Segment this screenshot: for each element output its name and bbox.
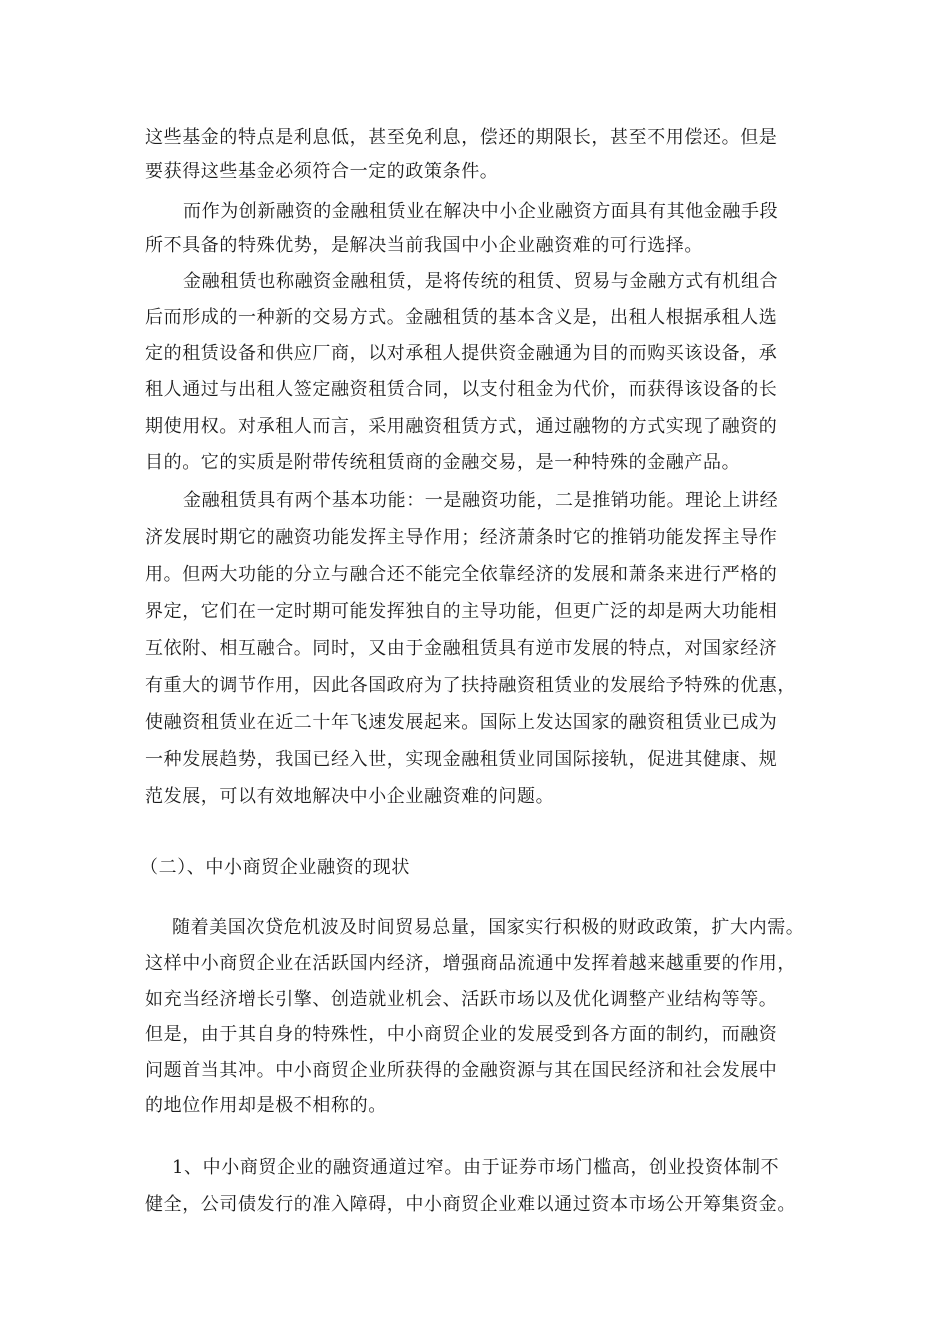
section-heading: （二）、中小商贸企业融资的现状 [140,857,410,878]
paragraph-line: 互依附、相互融合。同时，又由于金融租赁具有逆市发展的特点，对国家经济 [145,638,778,659]
paragraph-line: 目的。它的实质是附带传统租赁商的金融交易，是一种特殊的金融产品。 [145,452,741,473]
paragraph-line: 问题首当其冲。中小商贸企业所获得的金融资源与其在国民经济和社会发展中 [145,1060,778,1081]
paragraph-line: 1、中小商贸企业的融资通道过窄。由于证券市场门槛高，创业投资体制不 [172,1157,780,1178]
paragraph-line: 定的租赁设备和供应厂商，以对承租人提供资金融通为目的而购买该设备，承 [145,343,778,364]
paragraph-line: 而作为创新融资的金融租赁业在解决中小企业融资方面具有其他金融手段 [183,201,779,222]
paragraph-line: 的地位作用却是极不相称的。 [145,1095,387,1116]
paragraph-line: 期使用权。对承租人而言，采用融资租赁方式，通过融物的方式实现了融资的 [145,416,778,437]
paragraph-line: 要获得这些基金必须符合一定的政策条件。 [145,161,499,182]
paragraph-line: 但是，由于其自身的特殊性，中小商贸企业的发展受到各方面的制约，而融资 [145,1024,778,1045]
paragraph-line: 随着美国次贷危机波及时间贸易总量，国家实行积极的财政政策，扩大内需。 [172,917,805,938]
paragraph-line: 租人通过与出租人签定融资租赁合同，以支付租金为代价，而获得该设备的长 [145,379,778,400]
paragraph-line: 这些基金的特点是利息低，甚至免利息，偿还的期限长，甚至不用偿还。但是 [145,127,778,148]
paragraph-line: 如充当经济增长引擎、创造就业机会、活跃市场以及优化调整产业结构等等。 [145,989,778,1010]
paragraph-line: 范发展，可以有效地解决中小企业融资难的问题。 [145,786,555,807]
paragraph-line: 有重大的调节作用，因此各国政府为了扶持融资租赁业的发展给予特殊的优惠， [145,675,796,696]
paragraph-line: 这样中小商贸企业在活跃国内经济，增强商品流通中发挥着越来越重要的作用， [145,953,796,974]
paragraph-line: 后而形成的一种新的交易方式。金融租赁的基本含义是，出租人根据承租人选 [145,307,778,328]
paragraph-line: 界定，它们在一定时期可能发挥独自的主导功能，但更广泛的却是两大功能相 [145,601,778,622]
paragraph-line: 一种发展趋势，我国已经入世，实现金融租赁业同国际接轨，促进其健康、规 [145,749,778,770]
paragraph-line: 用。但两大功能的分立与融合还不能完全依靠经济的发展和萧条来进行严格的 [145,564,778,585]
paragraph-line: 金融租赁具有两个基本功能：一是融资功能，二是推销功能。理论上讲经 [183,490,779,511]
paragraph-line: 济发展时期它的融资功能发挥主导作用；经济萧条时它的推销功能发挥主导作 [145,527,778,548]
paragraph-line: 金融租赁也称融资金融租赁，是将传统的租赁、贸易与金融方式有机组合 [183,271,779,292]
paragraph-line: 使融资租赁业在近二十年飞速发展起来。国际上发达国家的融资租赁业已成为 [145,712,778,733]
paragraph-line: 健全，公司债发行的准入障碍，中小商贸企业难以通过资本市场公开筹集资金。 [145,1194,796,1215]
paragraph-line: 所不具备的特殊优势，是解决当前我国中小企业融资难的可行选择。 [145,235,703,256]
